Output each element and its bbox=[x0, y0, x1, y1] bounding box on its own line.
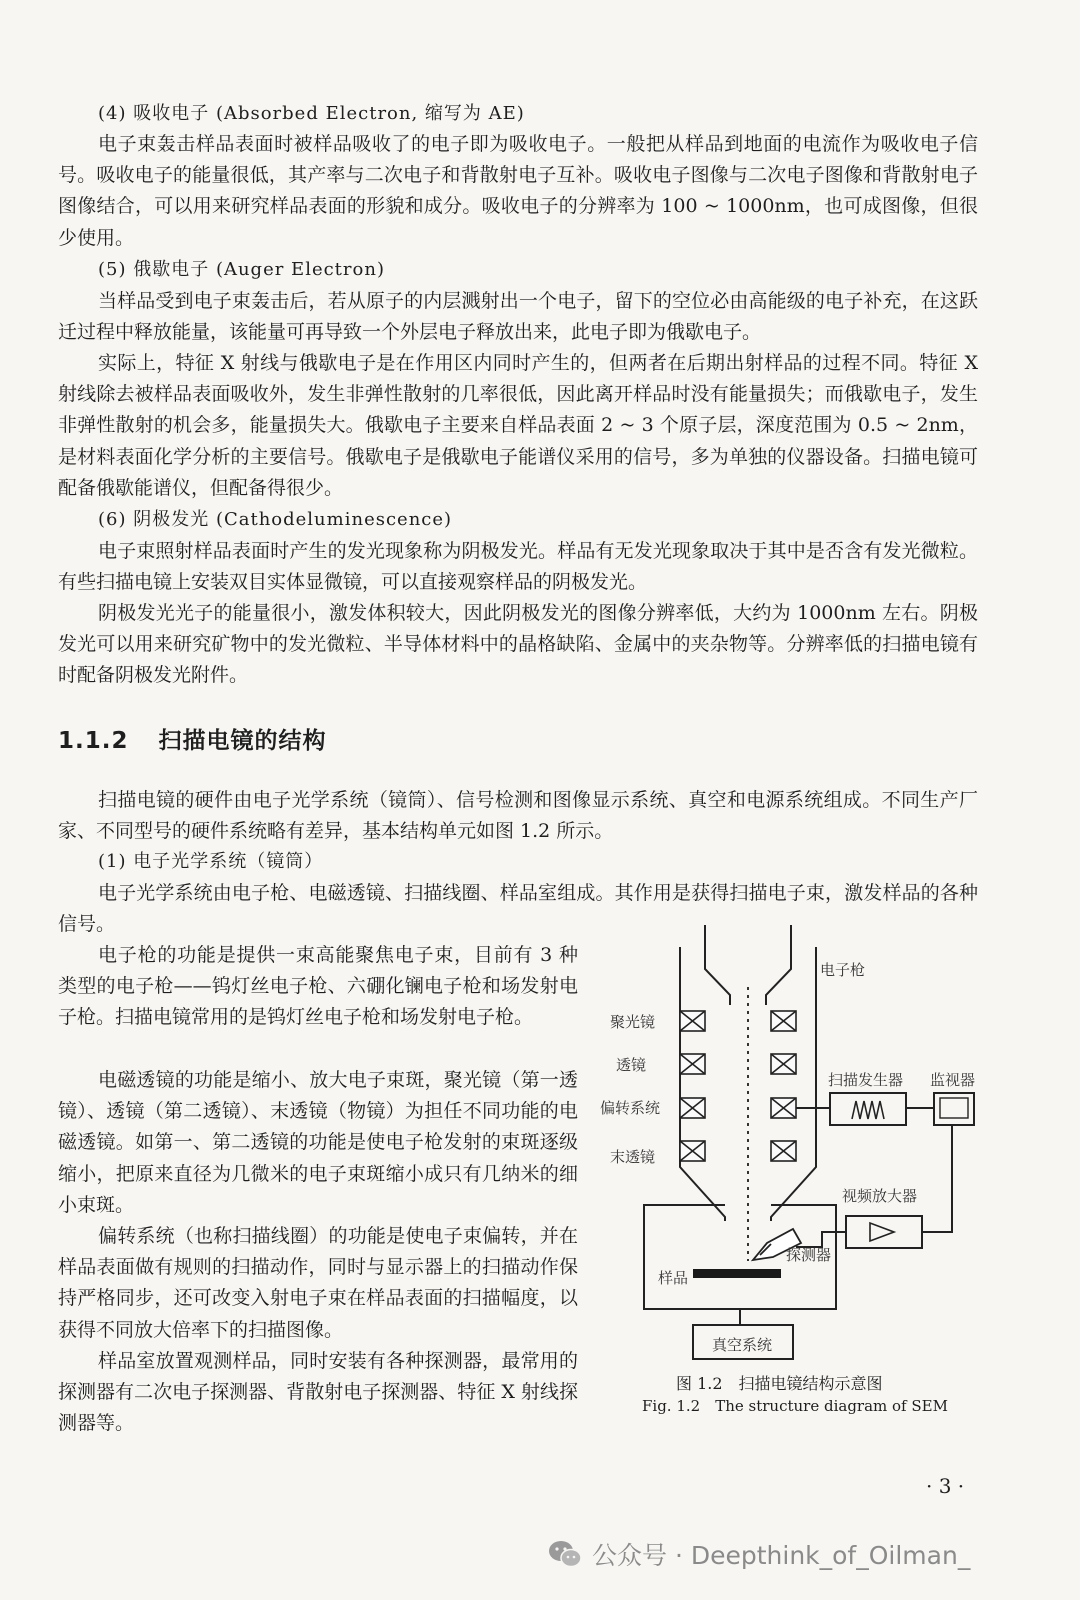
label-monitor: 监视器 bbox=[930, 1071, 976, 1089]
paragraph-electron-optics: 电子光学系统由电子枪、电磁透镜、扫描线圈、样品室组成。其作用是获得扫描电子束，激发样品的各种信号。 bbox=[58, 882, 978, 936]
section-title: 扫描电镜的结构 bbox=[158, 728, 327, 754]
lens-coils bbox=[680, 1011, 796, 1161]
label-vacuum-system: 真空系统 bbox=[712, 1336, 773, 1354]
sem-structure-figure bbox=[590, 925, 1010, 1425]
scan-generator-box bbox=[830, 1093, 906, 1125]
column-right-wall bbox=[771, 947, 816, 1221]
column-left-wall bbox=[680, 947, 725, 1221]
paragraph-absorbed-electron: 电子束轰击样品表面时被样品吸收了的电子即为吸收电子。一般把从样品到地面的电流作为吸收电子信号。吸收电子的能量很低，其产率与二次电子和背散射电子互补。吸收电子图像与二次电子图像和背散射电子图像结合，可以用来研究样品表面的形貌和成分。吸收电子的分辨率为 100 ~ 1000nm，也可成图像，但很少使用。 bbox=[58, 133, 978, 249]
paragraph-deflection: 偏转系统（也称扫描线圈）的功能是使电子束偏转，并在样品表面做有规则的扫描动作，同时与显示器上的扫描动作保持严格同步，还可改变入射电子束在样品表面的扫描幅度，以获得不同放大倍率下的扫描图像。 bbox=[58, 1225, 578, 1341]
paragraph-auger-1: 当样品受到电子束轰击后，若从原子的内层溅射出一个电子，留下的空位必由高能级的电子补充，在这跃迁过程中释放能量，该能量可再导致一个外层电子释放出来，此电子即为俄歇电子。 bbox=[58, 290, 978, 344]
page-number: · 3 · bbox=[926, 1474, 965, 1498]
section-heading bbox=[58, 722, 327, 755]
paragraph-structure: 扫描电镜的硬件由电子光学系统（镜筒）、信号检测和图像显示系统、真空和电源系统组成。不同生产厂家、不同型号的硬件系统略有差异，基本结构单元如图 1.2 所示。 bbox=[58, 789, 978, 843]
electron-gun-shape bbox=[705, 925, 791, 1005]
heading-absorbed-electron: (4) 吸收电子 (Absorbed Electron, 缩写为 AE) bbox=[98, 103, 525, 124]
label-lens: 透镜 bbox=[616, 1056, 647, 1074]
figure-caption-cn: 图 1.2 扫描电镜结构示意图 bbox=[676, 1374, 883, 1393]
watermark bbox=[548, 1534, 970, 1574]
paragraph-lens: 电磁透镜的功能是缩小、放大电子束斑，聚光镜（第一透镜）、透镜（第二透镜）、末透镜（物镜）为担任不同功能的电磁透镜。如第一、第二透镜的功能是使电子枪发射的束斑逐级缩小，把原来直径为几微米的电子束斑缩小成只有几纳米的细小束斑。 bbox=[58, 1069, 578, 1216]
heading-auger-electron: (5) 俄歇电子 (Auger Electron) bbox=[98, 259, 385, 280]
sample-bar bbox=[693, 1269, 781, 1278]
label-video-amplifier: 视频放大器 bbox=[842, 1187, 918, 1205]
video-amplifier-box bbox=[846, 1216, 922, 1248]
section-number: 1.1.2 bbox=[58, 728, 129, 754]
paragraph-cl-1: 电子束照射样品表面时产生的发光现象称为阴极发光。样品有无发光现象取决于其中是否含有发光微粒。有些扫描电镜上安装双目实体显微镜，可以直接观察样品的阴极发光。 bbox=[58, 540, 978, 594]
paragraph-cl-2: 阴极发光光子的能量很小，激发体积较大，因此阴极发光的图像分辨率低，大约为 1000nm 左右。阴极发光可以用来研究矿物中的发光微粒、半导体材料中的晶格缺陷、金属中的夹杂物等。分辨率低的扫描电镜有时配备阴极发光附件。 bbox=[58, 602, 978, 687]
amplifier-to-monitor-wire bbox=[922, 1125, 952, 1232]
paragraph-electron-gun: 电子枪的功能是提供一束高能聚焦电子束，目前有 3 种类型的电子枪——钨灯丝电子枪、六硼化镧电子枪和场发射电子枪。扫描电镜常用的是钨灯丝电子枪和场发射电子枪。 bbox=[58, 944, 578, 1029]
wechat-icon bbox=[548, 1539, 582, 1569]
label-electron-gun: 电子枪 bbox=[820, 961, 866, 979]
watermark-text: 公众号 · Deepthink_of_Oilman_ bbox=[592, 1541, 971, 1570]
label-final-lens: 末透镜 bbox=[610, 1148, 656, 1166]
label-sample: 样品 bbox=[658, 1269, 689, 1287]
heading-cathodoluminescence: (6) 阴极发光 (Cathodeluminescence) bbox=[98, 509, 453, 530]
label-condenser: 聚光镜 bbox=[610, 1013, 656, 1031]
sem-diagram-svg bbox=[590, 925, 1010, 1425]
paragraph-sample-chamber: 样品室放置观测样品，同时安装有各种探测器，最常用的探测器有二次电子探测器、背散射电子探测器、特征 X 射线探测器等。 bbox=[58, 1350, 578, 1435]
paragraph-auger-2: 实际上，特征 X 射线与俄歇电子是在作用区内同时产生的，但两者在后期出射样品的过程不同。特征 X 射线除去被样品表面吸收外，发生非弹性散射的几率很低，因此离开样品时没有能量损失；而俄歇电子，发生非弹性散射的机会多，能量损失大。俄歇电子主要来自样品表面 2 ~ 3 个原子层，深度范围为 0.5 ~ 2nm，是材料表面化学分析的主要信号。俄歇电子是俄歇电子能谱仪采用的信号，多为单独的仪器设备。扫描电镜可配备俄歇能谱仪，但配备得很少。 bbox=[58, 352, 978, 499]
label-detector: 探测器 bbox=[786, 1246, 832, 1264]
label-deflection: 偏转系统 bbox=[600, 1099, 661, 1117]
label-scan-generator: 扫描发生器 bbox=[828, 1071, 904, 1089]
figure-caption-en: Fig. 1.2 The structure diagram of SEM bbox=[642, 1397, 948, 1415]
heading-electron-optics: (1) 电子光学系统（镜筒） bbox=[98, 851, 324, 872]
